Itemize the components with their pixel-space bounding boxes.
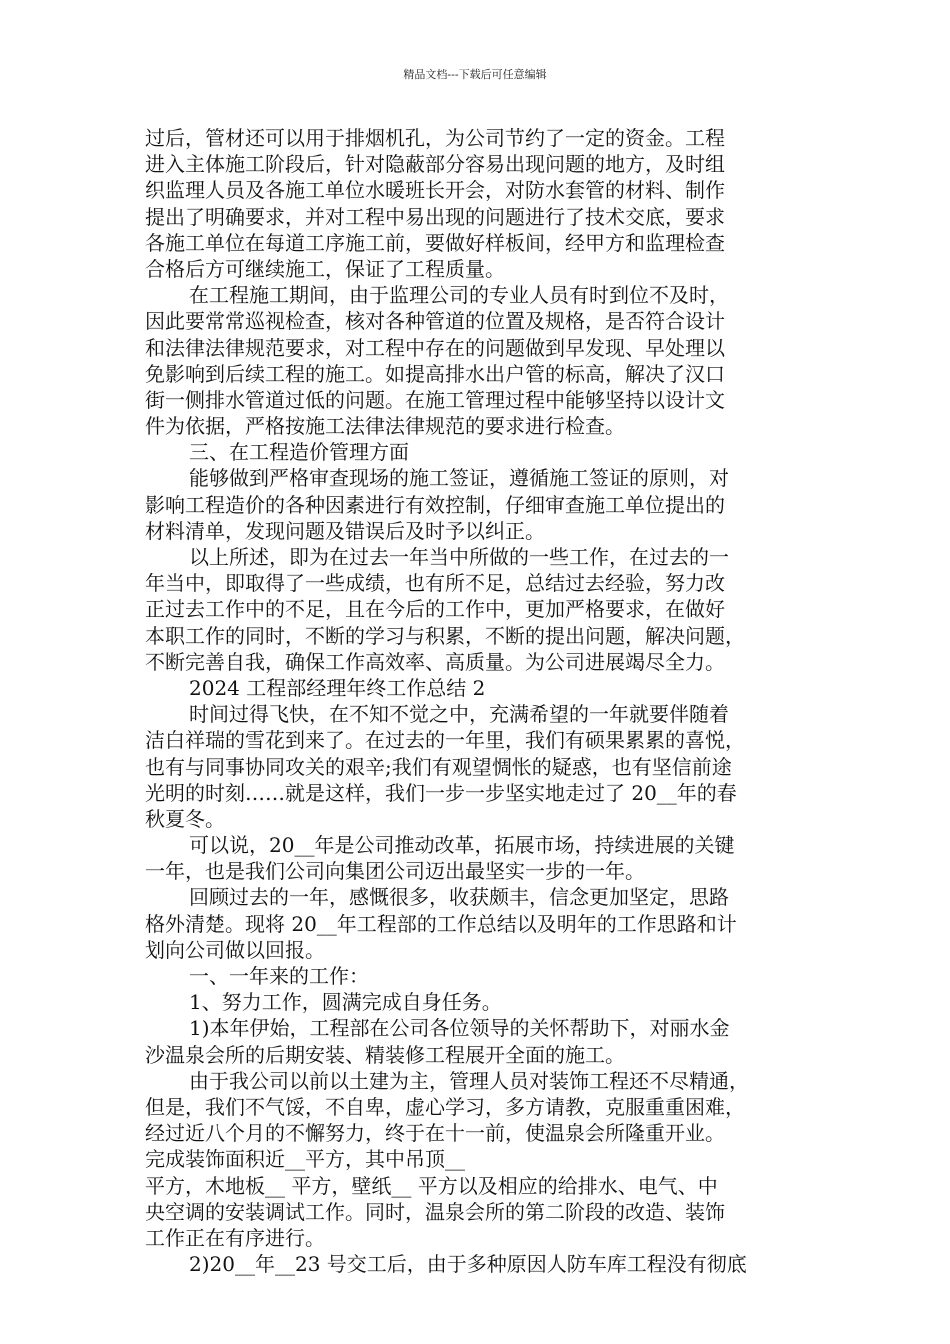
text-line: 不断完善自我，确保工作高效率、高质量。为公司进展竭尽全力。 (145, 649, 725, 674)
text-line: 能够做到严格审查现场的施工签证，遵循施工签证的原则，对 (189, 466, 729, 491)
text-line: 以上所述，即为在过去一年当中所做的一些工作，在过去的一 (189, 545, 729, 569)
text-line: 因此要常常巡视检查，核对各种管道的位置及规格，是否符合设计 (145, 309, 725, 334)
text-line: 合格后方可继续施工，保证了工程质量。 (145, 256, 505, 281)
text-line: 1、努力工作，圆满完成自身任务。 (189, 990, 502, 1015)
text-line: 秋夏冬。 (145, 806, 225, 831)
text-line: 央空调的安装调试工作。同时，温泉会所的第二阶段的改造、装饰 (145, 1199, 725, 1224)
text-line: 和法律法律规范要求，对工程中存在的问题做到早发现、早处理以 (145, 335, 725, 360)
text-line: 进入主体施工阶段后，针对隐蔽部分容易出现问题的地方，及时组 (145, 152, 725, 177)
text-line: 各施工单位在每道工序施工前，要做好样板间，经甲方和监理检查 (145, 230, 725, 255)
text-line: 1)本年伊始，工程部在公司各位领导的关怀帮助下，对丽水金 (189, 1016, 730, 1041)
text-line: 完成装饰面积近__平方，其中吊顶__ (145, 1147, 465, 1172)
text-line: 过后，管材还可以用于排烟机孔，为公司节约了一定的资金。工程 (145, 126, 725, 150)
text-line: 经过近八个月的不懈努力，终于在十一前，使温泉会所隆重开业。 (145, 1121, 725, 1146)
text-line: 划向公司做以回报。 (145, 937, 325, 962)
document-body (145, 125, 825, 1277)
text-line: 织监理人员及各施工单位水暖班长开会，对防水套管的材料、制作 (145, 178, 725, 203)
text-line: 街一侧排水管道过低的问题。在施工管理过程中能够坚持以设计文 (145, 387, 725, 412)
text-line: 时间过得飞快，在不知不觉之中，充满希望的一年就要伴随着 (189, 702, 729, 727)
text-line: 在工程施工期间，由于监理公司的专业人员有时到位不及时， (189, 283, 729, 308)
text-line: 沙温泉会所的后期安装、精装修工程展开全面的施工。 (145, 1042, 625, 1067)
text-line: 正过去工作中的不足，且在今后的工作中，更加严格要求，在做好 (145, 597, 725, 622)
text-line: 材料清单，发现问题及错误后及时予以纠正。 (145, 518, 545, 543)
text-line: 一、一年来的工作： (189, 964, 369, 988)
text-line: 2)20__年__23 号交工后，由于多种原因人防车库工程没有彻底 (189, 1252, 747, 1277)
text-line: 但是，我们不气馁，不自卑，虚心学习，多方请教，克服重重困难， (145, 1094, 745, 1119)
text-line: 洁白祥瑞的雪花到来了。在过去的一年里，我们有硕果累累的喜悦， (145, 728, 745, 753)
text-line: 光明的时刻……就是这样，我们一步一步坚实地走过了 20__年的春 (145, 780, 737, 805)
text-line: 年当中，即取得了一些成绩，也有所不足，总结过去经验，努力改 (145, 571, 725, 596)
text-line: 平方，木地板__ 平方，壁纸__ 平方以及相应的给排水、电气、中 (145, 1173, 718, 1198)
text-line: 本职工作的同时，不断的学习与积累，不断的提出问题，解决问题， (145, 623, 745, 648)
text-line: 格外清楚。现将 20__年工程部的工作总结以及明年的工作思路和计 (145, 911, 737, 936)
text-line: 影响工程造价的各种因素进行有效控制，仔细审查施工单位提出的 (145, 492, 725, 517)
text-line: 工作正在有序进行。 (145, 1225, 325, 1250)
text-line: 免影响到后续工程的施工。如提高排水出户管的标高，解决了汉口 (145, 361, 725, 386)
text-line: 由于我公司以前以土建为主，管理人员对装饰工程还不尽精通， (189, 1068, 749, 1093)
page-header: 精品文档---下载后可任意编辑 (403, 68, 547, 81)
text-line: 可以说，20__年是公司推动改革，拓展市场，持续进展的关键 (189, 833, 735, 858)
text-line: 回顾过去的一年，感慨很多，收获颇丰，信念更加坚定，思路 (189, 885, 729, 910)
text-line: 三、在工程造价管理方面 (189, 440, 409, 465)
text-line: 也有与同事协同攻关的艰辛;我们有观望惆怅的疑惑，也有坚信前途 (145, 754, 732, 779)
text-line: 提出了明确要求，并对工程中易出现的问题进行了技术交底，要求 (145, 204, 725, 229)
text-line: 件为依据，严格按施工法律法律规范的要求进行检查。 (145, 414, 625, 439)
text-line: 一年，也是我们公司向集团公司迈出最坚实一步的一年。 (145, 859, 645, 884)
text-line: 2024 工程部经理年终工作总结 2 (189, 675, 486, 700)
